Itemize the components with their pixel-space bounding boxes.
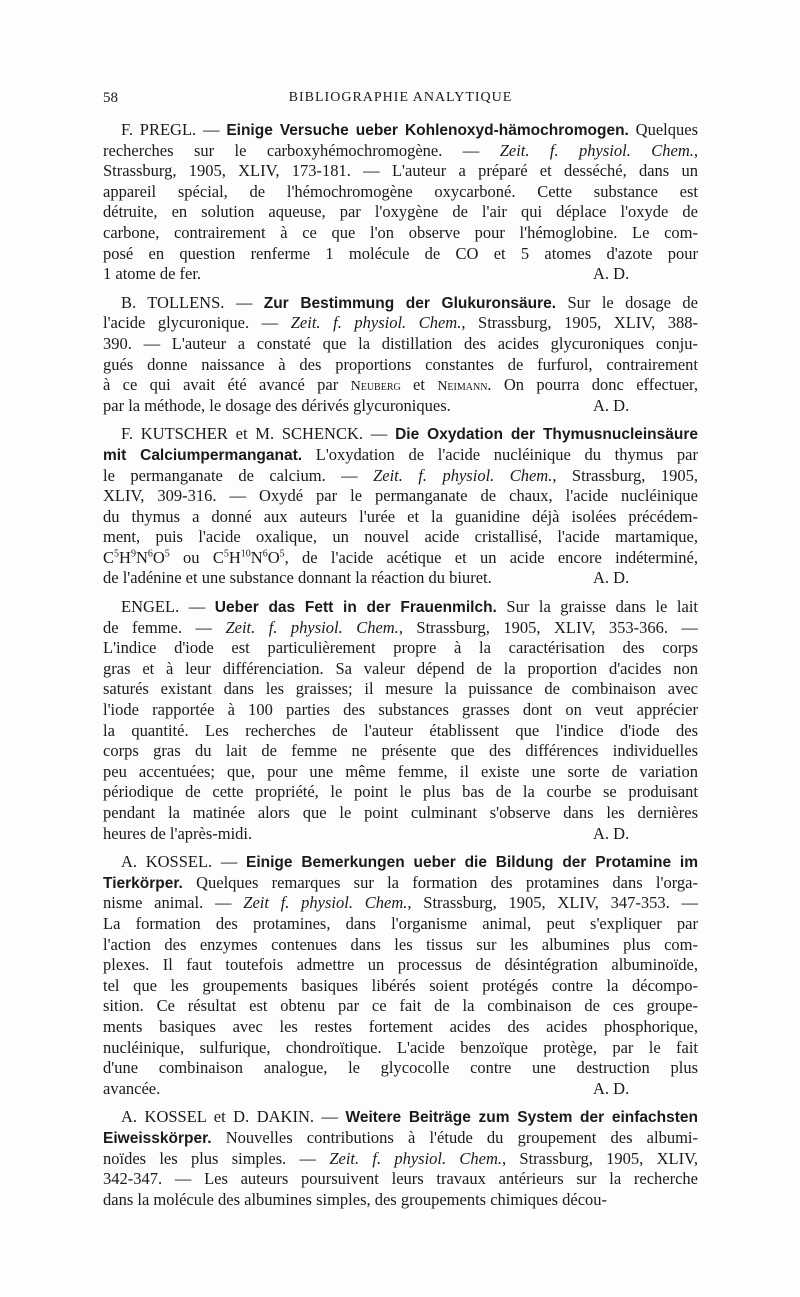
text-run: . On pourra donc effectuer, (487, 375, 698, 395)
text-line (103, 548, 698, 569)
text-run: et (400, 375, 438, 395)
text-run: ou C (169, 547, 224, 567)
text-run: F. KUTSCHER et M. SCHENCK. — (121, 424, 396, 444)
text-run: posé en question renferme 1 molécule de CO et 5 atomes d'azote pour (103, 243, 698, 263)
text-line (103, 679, 698, 700)
text-line (103, 202, 698, 223)
text-run: N (250, 547, 263, 567)
text-run: l'action des enzymes contenues dans les tissus sur les albumines plus com- (103, 934, 698, 954)
text-line (103, 264, 698, 285)
text-line (103, 873, 698, 894)
document-body (103, 120, 698, 1218)
text-line (103, 334, 698, 355)
text-run: Strassburg, 1905, XLIV, 173-181. — L'auteur a préparé et desséché, dans un (103, 161, 698, 181)
formula-superscript: 5 (223, 548, 229, 560)
text-line (103, 1017, 698, 1038)
bibliography-entry (103, 852, 698, 1099)
text-run: C (103, 547, 115, 567)
journal-name: Zeit. f. physiol. Chem. (329, 1148, 503, 1168)
text-run: 390. — L'auteur a constaté que la distillation des acides glycuroniques conju- (103, 333, 698, 353)
text-run: la quantité. Les recherches de l'auteur établissent que l'indice d'iode des (103, 720, 698, 740)
text-run: peu accentuées; que, pour une même femme, il existe une sorte de variation (103, 761, 698, 781)
article-title: Einige Bemerkungen ueber die Bildung der Protamine im (245, 854, 698, 872)
text-line (103, 507, 698, 528)
author-name: Neuberg (350, 379, 401, 395)
text-line (103, 568, 698, 589)
text-line (103, 659, 698, 680)
text-line (103, 782, 698, 803)
text-line (103, 313, 698, 334)
article-title: Tierkörper. (103, 874, 183, 892)
text-run: appareil spécial, de l'hémochromogène oxycarboné. Cette substance est (103, 181, 698, 201)
text-run: ment, puis l'acide oxalique, un nouvel acide cristallisé, l'acide martamique, (103, 527, 698, 547)
bibliography-entry (103, 293, 698, 417)
text-run: saturés existant dans les graisses; il mesure la puissance de combinaison avec (103, 679, 698, 699)
text-line (103, 893, 698, 914)
author-name: Neimann (437, 379, 488, 395)
text-run: l'acide glycuronique. — (103, 313, 291, 333)
text-line (103, 161, 698, 182)
bibliography-entry (103, 597, 698, 844)
journal-name: Zeit. f. physiol. Chem. (290, 313, 462, 333)
text-run: H (119, 547, 131, 567)
text-line (103, 803, 698, 824)
text-run: carbone, contrairement à ce que l'on observe pour l'hémoglobine. Le com- (103, 222, 698, 242)
text-line (103, 618, 698, 639)
text-run: , de l'acide acétique et un acide encore indéterminé, (284, 547, 698, 567)
text-run: avancée. (103, 1078, 161, 1098)
reviewer-signature: A. D. (593, 264, 630, 284)
text-run: XLIV, 309-316. — Oxydé par le permanganate de chaux, l'acide nucléinique (103, 486, 698, 506)
text-run: A. KOSSEL et D. DAKIN. — (121, 1107, 346, 1127)
formula-superscript: 6 (147, 548, 153, 560)
text-line (103, 721, 698, 742)
text-line (103, 914, 698, 935)
text-run: Sur le dosage de (556, 292, 698, 312)
text-run: H (228, 547, 241, 567)
text-run: l'iode rapportée à 100 parties des substances grasses dont on veut apprécier (103, 700, 698, 720)
text-line (103, 1149, 698, 1170)
text-line (103, 424, 698, 445)
text-line (103, 741, 698, 762)
text-run: le permanganate de calcium. — (103, 465, 374, 485)
article-title: Zur Bestimmung der Glukuronsäure. (263, 294, 557, 312)
text-line (103, 1169, 698, 1190)
text-run: 1 atome de fer. (103, 264, 202, 284)
text-run: ENGEL. — (121, 597, 215, 617)
text-run: par la méthode, le dosage des dérivés glycuroniques. (103, 395, 451, 415)
text-line (103, 445, 698, 466)
text-run: sition. Ce résultat est obtenu par ce fait de la combinaison de ces groupe- (103, 996, 698, 1016)
text-run: nucléinique, sulfurique, chondroïtique. L'acide benzoïque protège, par le fait (103, 1037, 698, 1057)
text-run: noïdes les plus simples. — (103, 1148, 330, 1168)
formula-superscript: 5 (114, 548, 120, 560)
article-title: Weitere Beiträge zum System der einfachsten (345, 1109, 698, 1127)
text-run: du thymus a donné aux auteurs l'urée et la guanidine déjà isolées précédem- (103, 506, 698, 526)
text-run: de femme. — (103, 617, 226, 637)
formula-superscript: 5 (164, 548, 170, 560)
article-title: Ueber das Fett in der Frauenmilch. (214, 599, 497, 617)
text-line (103, 375, 698, 396)
text-run: , Strassburg, 1905, XLIV, 347-353. — (407, 893, 698, 913)
text-line (103, 1079, 698, 1100)
text-line (103, 1038, 698, 1059)
article-title: Eiweisskörper. (103, 1129, 212, 1147)
text-run: dans la molécule des albumines simples, des groupements chimiques décou- (103, 1189, 608, 1209)
text-run: Quelques (628, 120, 698, 139)
text-run: à ce qui avait été avancé par (103, 375, 351, 395)
text-line (103, 486, 698, 507)
text-line (103, 935, 698, 956)
formula-superscript: 9 (130, 548, 136, 560)
text-line (103, 824, 698, 845)
text-run: Quelques remarques sur la formation des protamines dans l'orga- (182, 872, 698, 892)
text-run: heures de l'après-midi. (103, 823, 253, 843)
text-run: , Strassburg, 1905, XLIV, 388- (461, 313, 699, 333)
text-line (103, 638, 698, 659)
text-line (103, 396, 698, 417)
text-run: d'une combinaison analogue, le glycocolle contre une destruction plus (103, 1058, 698, 1078)
text-run: O (152, 547, 165, 567)
text-run: , (693, 140, 698, 160)
text-run: gras et à leur différenciation. Sa valeur dépend de la proportion d'acides non (103, 658, 698, 678)
text-line (103, 1190, 698, 1211)
formula-superscript: 5 (279, 548, 285, 560)
text-line (103, 597, 698, 618)
page-number: 58 (103, 90, 118, 106)
text-run: Sur la graisse dans le lait (496, 597, 698, 617)
formula-superscript: 10 (240, 548, 251, 560)
text-line (103, 976, 698, 997)
reviewer-signature: A. D. (593, 568, 630, 588)
text-run: nisme animal. — (103, 893, 244, 913)
text-run: , Strassburg, 1905, (552, 465, 698, 485)
text-line (103, 527, 698, 548)
text-line (103, 120, 698, 141)
text-line (103, 466, 698, 487)
article-title: Die Oxydation der Thymusnucleinsäure (395, 426, 699, 444)
text-run: pendant la matinée alors que le point culminant s'observe dans les dernières (103, 803, 698, 822)
text-run: recherches sur le carboxyhémochromogène. — (103, 140, 500, 160)
text-line (103, 1058, 698, 1079)
text-line (103, 762, 698, 783)
text-line (103, 141, 698, 162)
text-run: plexes. Il faut toutefois admettre un processus de désintégration albuminoïde, (103, 955, 698, 975)
text-run: tel que les groupements basiques libérés soient protégés contre la décompo- (103, 975, 698, 995)
text-line (103, 223, 698, 244)
text-run: 342-347. — Les auteurs poursuivent leurs travaux antérieurs sur la recherche (103, 1169, 698, 1189)
text-run: L'indice d'iode est particulièrement propre à la caractérisation des corps (103, 638, 698, 658)
journal-name: Zeit. f. physiol. Chem. (225, 617, 399, 637)
text-line (103, 700, 698, 721)
text-run: N (135, 547, 148, 567)
text-run: La formation des protamines, dans l'organisme animal, peut s'expliquer par (103, 913, 698, 933)
bibliography-entry (103, 120, 698, 285)
text-run: O (267, 547, 280, 567)
reviewer-signature: A. D. (593, 395, 630, 415)
text-line (103, 852, 698, 873)
text-run: B. TOLLENS. — (121, 292, 264, 312)
text-run: A. KOSSEL. — (121, 852, 246, 872)
text-run: gués donne naissance à des proportions constantes de furfurol, contrairement (103, 354, 698, 374)
bibliography-entry (103, 424, 698, 589)
text-run: Nouvelles contributions à l'étude du groupement des albumi- (211, 1127, 698, 1147)
article-title: mit Calciumpermanganat. (103, 446, 303, 464)
journal-name: Zeit. f. physiol. Chem. (373, 465, 553, 485)
reviewer-signature: A. D. (593, 823, 630, 843)
text-line (103, 1107, 698, 1128)
text-run: périodique de cette propriété, le point le plus bas de la courbe se produisant (103, 782, 698, 802)
text-run: F. PREGL. — (121, 120, 227, 139)
bibliography-entry (103, 1107, 698, 1210)
text-run: détruite, en solution aqueuse, par l'oxygène de l'air qui déplace l'oxyde de (103, 202, 698, 222)
text-run: de l'adénine et une substance donnant la réaction du biuret. (103, 568, 492, 588)
text-line (103, 1128, 698, 1149)
page-header (103, 90, 698, 112)
text-line (103, 244, 698, 265)
text-line (103, 355, 698, 376)
running-title: BIBLIOGRAPHIE ANALYTIQUE (288, 90, 513, 105)
reviewer-signature: A. D. (593, 1078, 630, 1098)
text-line (103, 293, 698, 314)
text-run: , Strassburg, 1905, XLIV, (502, 1148, 698, 1168)
text-run: , Strassburg, 1905, XLIV, 353-366. — (398, 617, 698, 637)
text-run: ments basiques avec les restes fortement acides des acides phosphorique, (103, 1016, 698, 1036)
article-title: Einige Versuche ueber Kohlenoxyd-hämochromogen. (226, 122, 629, 139)
text-run: corps gras du lait de femme ne présente que des différences individuelles (103, 741, 698, 761)
text-line (103, 955, 698, 976)
text-line (103, 996, 698, 1017)
journal-name: Zeit. f. physiol. Chem. (499, 140, 694, 160)
formula-superscript: 6 (262, 548, 268, 560)
text-run: L'oxydation de l'acide nucléinique du thymus par (302, 444, 698, 464)
text-line (103, 182, 698, 203)
journal-name: Zeit f. physiol. Chem. (243, 893, 408, 913)
